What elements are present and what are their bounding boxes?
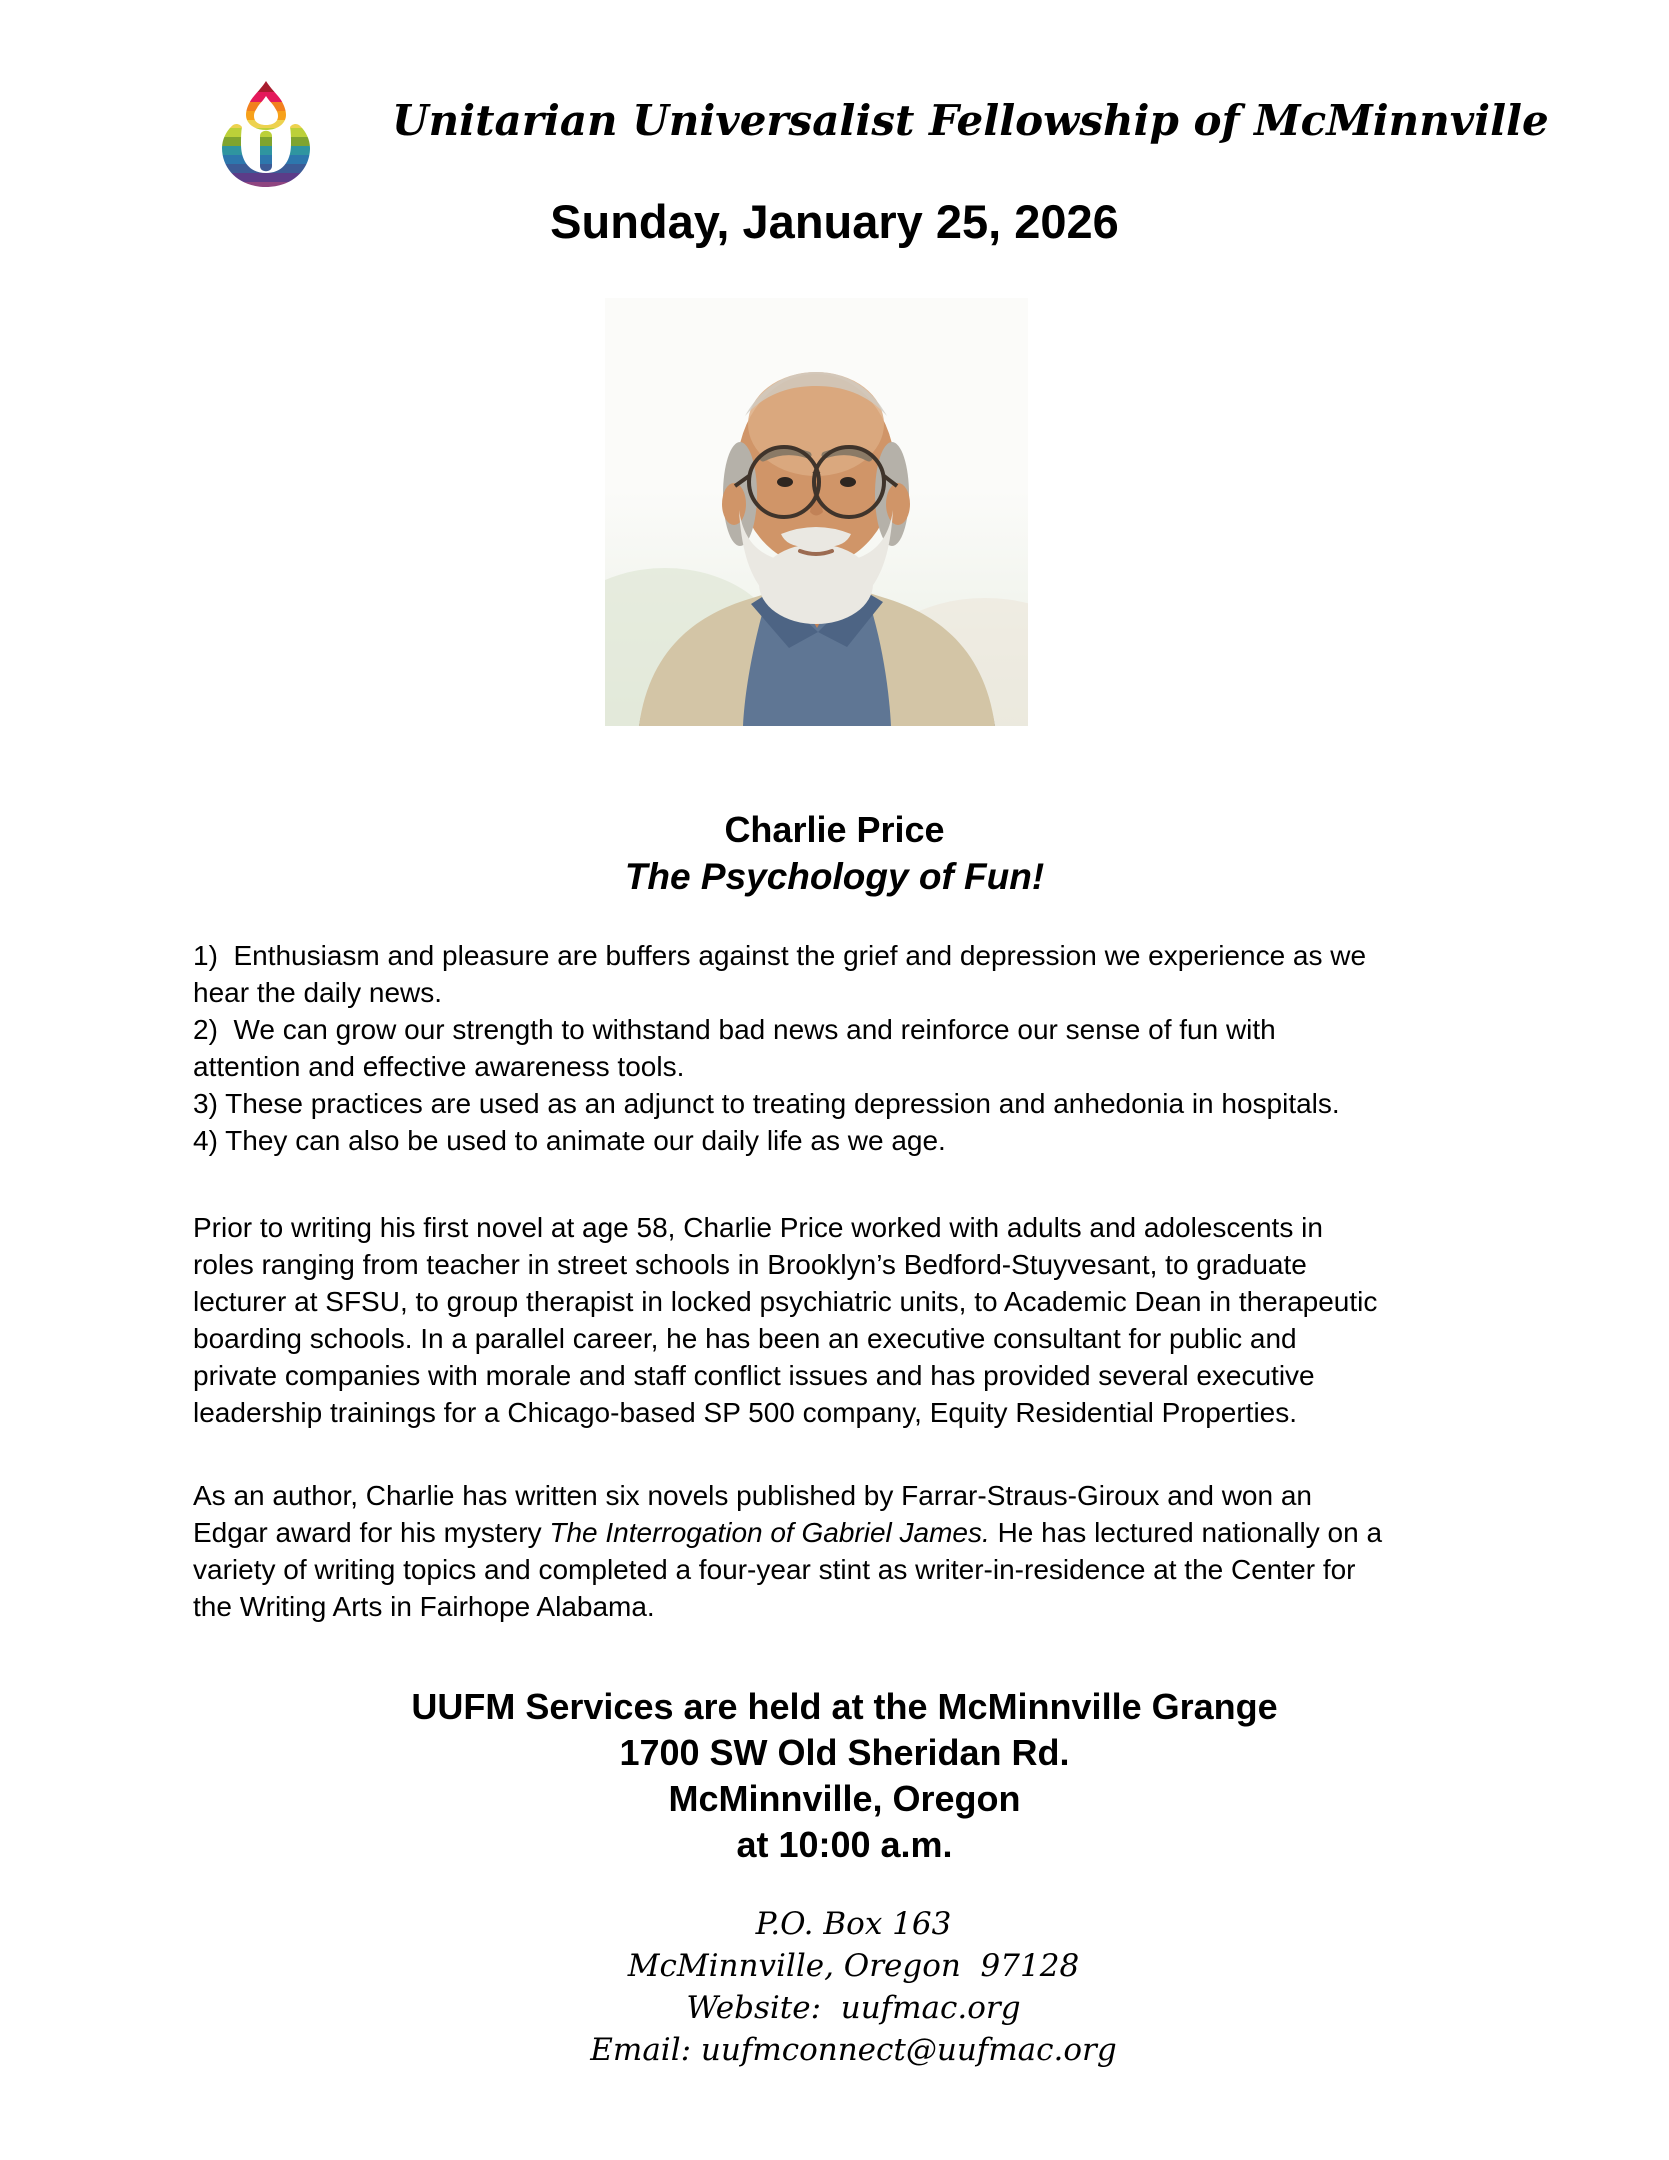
text-segment: private companies with morale and staff conflict issues and has provided several executive xyxy=(193,1360,1315,1391)
text-line xyxy=(193,1122,1523,1159)
text-line xyxy=(193,937,1523,974)
text-segment: leadership trainings for a Chicago-based SP 500 company, Equity Residential Properties. xyxy=(193,1397,1298,1428)
text-segment: variety of writing topics and completed a four-year stint as writer-in-residence at the Center for xyxy=(193,1554,1356,1585)
text-segment: 4) They can also be used to animate our daily life as we age. xyxy=(193,1125,946,1156)
text-line xyxy=(193,1085,1523,1122)
talk-title: The Psychology of Fun! xyxy=(624,856,1045,897)
text-segment: As an author, Charlie has written six novels published by Farrar-Straus-Giroux and won an xyxy=(193,1480,1312,1511)
text-line xyxy=(193,1588,1523,1625)
text-segment: boarding schools. In a parallel career, he has been an executive consultant for public and xyxy=(193,1323,1297,1354)
speaker-photo xyxy=(605,298,1028,726)
text-line xyxy=(193,1320,1523,1357)
text-line xyxy=(20,1776,1669,1822)
text-segment: He has lectured nationally on a xyxy=(989,1517,1383,1548)
text-line xyxy=(193,1514,1523,1551)
talk-points xyxy=(193,937,1523,1159)
text-line xyxy=(193,1246,1523,1283)
text-line xyxy=(193,974,1523,1011)
text-segment: roles ranging from teacher in street schools in Brooklyn’s Bedford-Stuyvesant, to graduate xyxy=(193,1249,1307,1280)
text-segment: The Interrogation of Gabriel James. xyxy=(549,1517,990,1548)
services-location xyxy=(20,1684,1669,1868)
text-line xyxy=(193,1551,1523,1588)
text-line xyxy=(193,1283,1523,1320)
text-segment: 3) These practices are used as an adjunct to treating depression and anhedonia in hospitals. xyxy=(193,1088,1340,1119)
bio-paragraph-career xyxy=(193,1209,1523,1431)
text-line xyxy=(193,1394,1523,1431)
service-date: Sunday, January 25, 2026 xyxy=(550,195,1119,248)
text-segment: 1700 SW Old Sheridan Rd. xyxy=(619,1732,1070,1773)
text-line xyxy=(193,1011,1523,1048)
text-line xyxy=(38,2029,1669,2071)
text-segment: Email: uufmconnect@uufmac.org xyxy=(590,2032,1117,2068)
text-line xyxy=(193,1209,1523,1246)
speaker-heading xyxy=(0,806,1669,900)
text-segment: attention and effective awareness tools. xyxy=(193,1051,685,1082)
text-segment: McMinnville, Oregon 97128 xyxy=(627,1948,1080,1984)
text-segment: Edgar award for his mystery xyxy=(193,1517,550,1548)
text-segment: Prior to writing his first novel at age 58, Charlie Price worked with adults and adolescents in xyxy=(193,1212,1323,1243)
text-segment: hear the daily news. xyxy=(193,977,443,1008)
uua-chalice-logo xyxy=(220,80,312,191)
bio-paragraph-author xyxy=(193,1477,1523,1625)
speaker-name: Charlie Price xyxy=(724,809,945,850)
text-segment: 1) Enthusiasm and pleasure are buffers against the grief and depression we experience as we xyxy=(193,940,1367,971)
text-segment: UUFM Services are held at the McMinnville Grange xyxy=(411,1686,1278,1727)
text-line xyxy=(193,1477,1523,1514)
text-line xyxy=(38,1987,1669,2029)
text-segment: Website: uufmac.org xyxy=(686,1990,1021,2026)
text-line xyxy=(38,1903,1669,1945)
text-line xyxy=(38,1945,1669,1987)
text-line xyxy=(20,1822,1669,1868)
text-line xyxy=(193,1357,1523,1394)
text-line xyxy=(20,1730,1669,1776)
text-segment: at 10:00 a.m. xyxy=(736,1824,953,1865)
text-line xyxy=(193,1048,1523,1085)
text-segment: P.O. Box 163 xyxy=(755,1906,952,1942)
text-line xyxy=(20,1684,1669,1730)
contact-footer xyxy=(38,1903,1669,2071)
text-segment: McMinnville, Oregon xyxy=(668,1778,1021,1819)
text-segment: 2) We can grow our strength to withstand bad news and reinforce our sense of fun with xyxy=(193,1014,1276,1045)
organization-title: Unitarian Universalist Fellowship of McMinnville xyxy=(392,96,1549,145)
text-segment: the Writing Arts in Fairhope Alabama. xyxy=(193,1591,655,1622)
text-segment: lecturer at SFSU, to group therapist in locked psychiatric units, to Academic Dean in therapeutic xyxy=(193,1286,1378,1317)
